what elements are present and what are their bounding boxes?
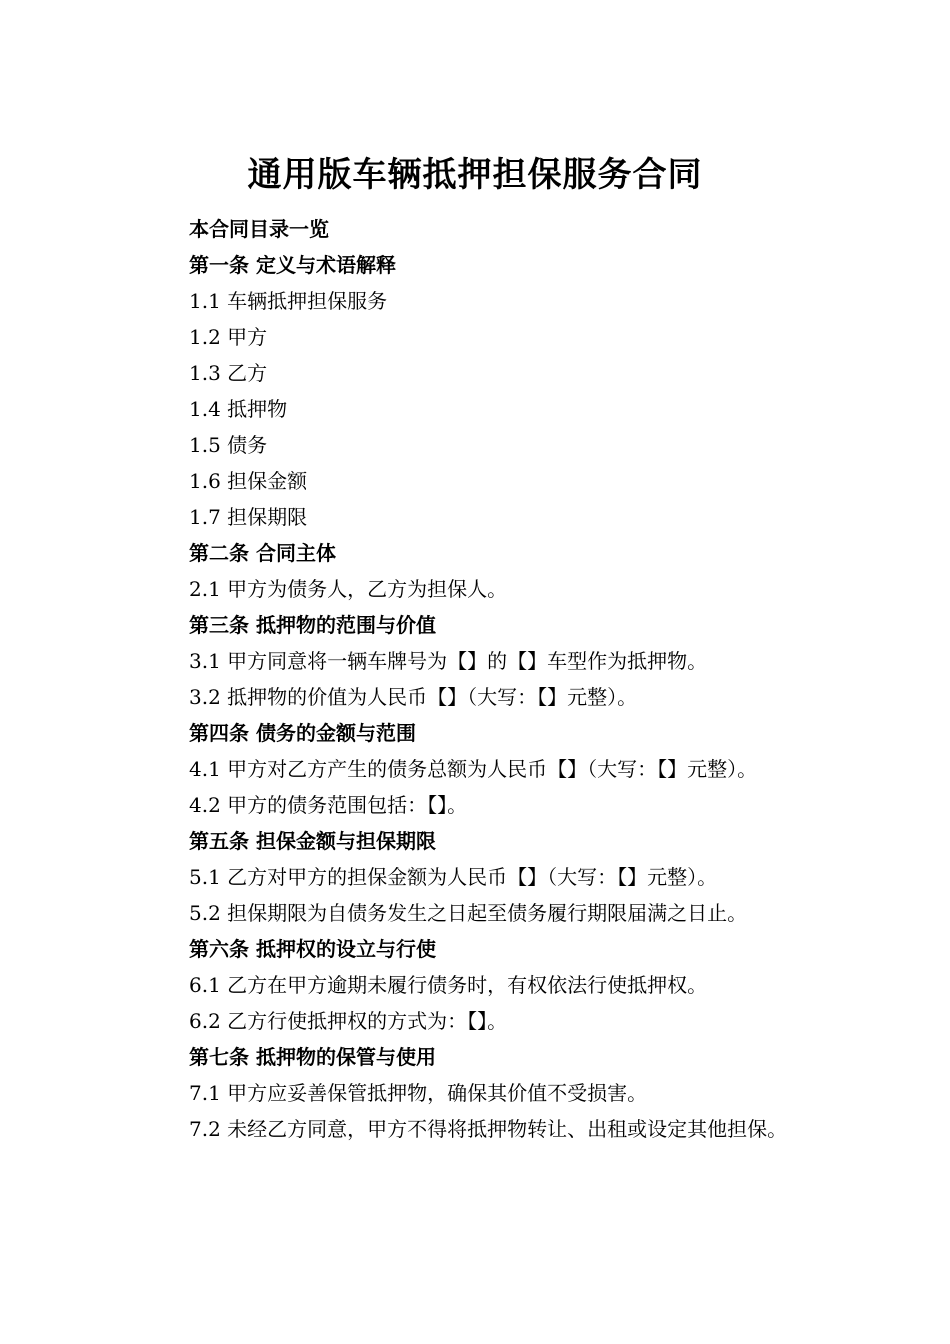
clause-4-1: 4.1 甲方对乙方产生的债务总额为人民币【】（大写：【】元整）。 xyxy=(189,757,758,781)
clause-4-2: 4.2 甲方的债务范围包括：【】。 xyxy=(189,793,468,817)
clause-5-2: 5.2 担保期限为自债务发生之日起至债务履行期限届满之日止。 xyxy=(189,901,748,925)
clause-1-5: 1.5 债务 xyxy=(189,433,268,457)
document-title: 通用版车辆抵押担保服务合同 xyxy=(247,155,703,195)
clause-3-2: 3.2 抵押物的价值为人民币【】（大写：【】元整）。 xyxy=(189,685,638,709)
article-1-heading: 第一条 定义与术语解释 xyxy=(189,253,396,277)
article-7-heading: 第七条 抵押物的保管与使用 xyxy=(189,1045,436,1069)
clause-3-1: 3.1 甲方同意将一辆车牌号为【】的【】车型作为抵押物。 xyxy=(189,649,708,673)
article-5-heading: 第五条 担保金额与担保期限 xyxy=(189,829,436,853)
clause-7-1: 7.1 甲方应妥善保管抵押物，确保其价值不受损害。 xyxy=(189,1081,648,1105)
document-body xyxy=(145,211,810,1147)
clause-2-1: 2.1 甲方为债务人，乙方为担保人。 xyxy=(189,577,508,601)
clause-1-2: 1.2 甲方 xyxy=(189,325,268,349)
clause-1-6: 1.6 担保金额 xyxy=(189,469,308,493)
article-4-heading: 第四条 债务的金额与范围 xyxy=(189,721,416,745)
clause-6-1: 6.1 乙方在甲方逾期未履行债务时，有权依法行使抵押权。 xyxy=(189,973,708,997)
toc-heading: 本合同目录一览 xyxy=(189,217,329,241)
article-3-heading: 第三条 抵押物的范围与价值 xyxy=(189,613,436,637)
clause-7-2: 7.2 未经乙方同意，甲方不得将抵押物转让、出租或设定其他担保。 xyxy=(189,1117,788,1141)
article-2-heading: 第二条 合同主体 xyxy=(189,541,336,565)
clause-6-2: 6.2 乙方行使抵押权的方式为：【】。 xyxy=(189,1009,508,1033)
clause-1-3: 1.3 乙方 xyxy=(189,361,268,385)
clause-1-7: 1.7 担保期限 xyxy=(189,505,308,529)
clause-1-1: 1.1 车辆抵押担保服务 xyxy=(189,289,388,313)
clause-5-1: 5.1 乙方对甲方的担保金额为人民币【】（大写：【】元整）。 xyxy=(189,865,718,889)
clause-1-4: 1.4 抵押物 xyxy=(189,397,288,421)
article-6-heading: 第六条 抵押权的设立与行使 xyxy=(189,937,436,961)
